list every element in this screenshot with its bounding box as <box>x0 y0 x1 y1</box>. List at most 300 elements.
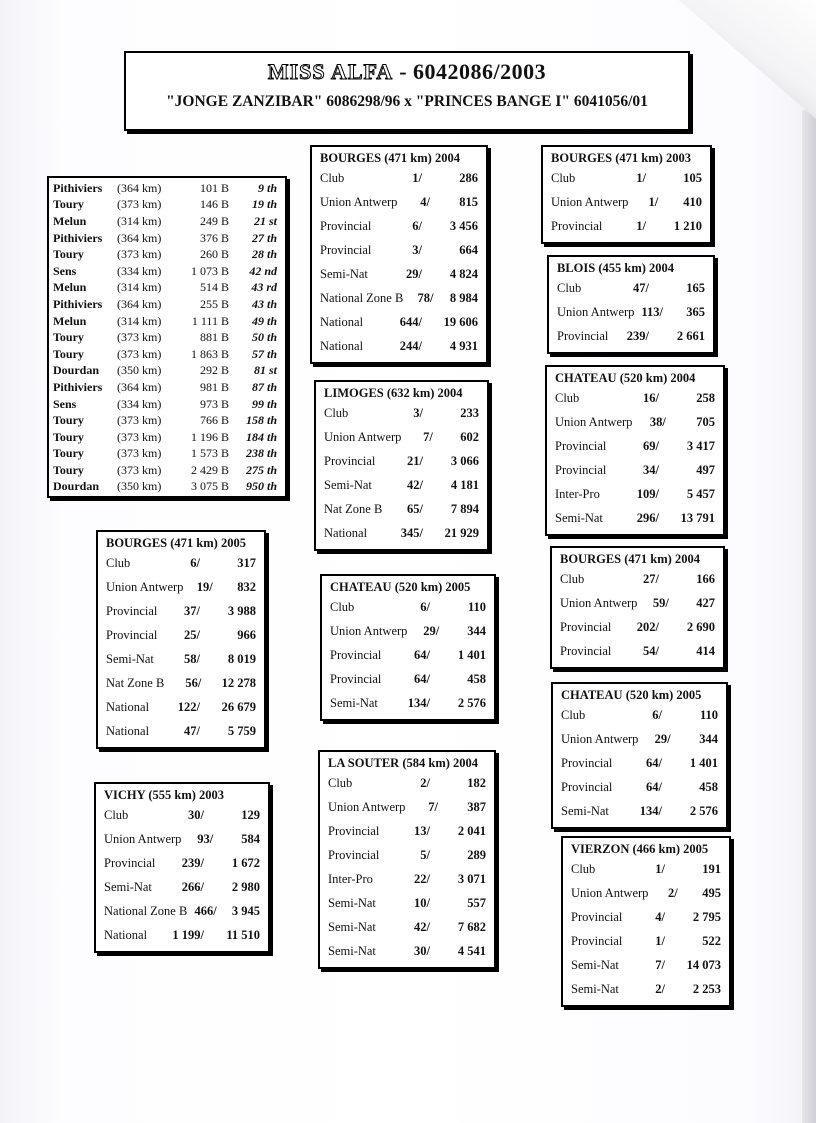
race-pos: 34/ <box>643 462 659 477</box>
race-label: Provincial <box>551 218 603 233</box>
race-row <box>557 300 705 324</box>
race-total: 705 <box>696 414 715 429</box>
race-label: Provincial <box>106 627 158 642</box>
race-total: 497 <box>696 462 715 477</box>
race-row <box>106 623 256 647</box>
race-row <box>324 473 479 497</box>
race-pos: 1/ <box>655 861 665 876</box>
race-label: National <box>320 314 364 329</box>
result-row <box>53 280 281 297</box>
race-total: 966 <box>237 627 256 642</box>
race-pos: 202/ <box>636 619 659 634</box>
race-label: Union Antwerp <box>560 595 638 610</box>
race-row <box>328 771 486 795</box>
race-pos: 266/ <box>181 879 204 894</box>
race-label: Provincial <box>328 823 380 838</box>
race-total: 602 <box>460 429 479 444</box>
race-label: Club <box>104 807 129 822</box>
result-distance: (314 km) <box>117 280 162 295</box>
race-label: Provincial <box>560 643 612 658</box>
race-pos: 42/ <box>407 477 423 492</box>
result-city: Toury <box>53 330 84 345</box>
result-row <box>53 296 281 313</box>
race-label: Semi-Nat <box>324 477 372 492</box>
race-label: National Zone B <box>104 903 188 918</box>
race-row <box>571 953 721 977</box>
race-row <box>560 615 715 639</box>
race-label: Club <box>555 390 580 405</box>
race-total: 365 <box>686 304 705 319</box>
result-birds: 292 B <box>199 363 229 378</box>
result-distance: (373 km) <box>117 197 162 212</box>
result-row <box>53 462 281 479</box>
result-birds: 881 B <box>199 330 229 345</box>
race-pos: 65/ <box>407 501 423 516</box>
race-row <box>555 434 715 458</box>
race-title: CHATEAU (520 km) 2005 <box>330 580 471 594</box>
race-total: 110 <box>699 707 718 722</box>
race-box <box>94 782 270 953</box>
race-total: 129 <box>241 807 260 822</box>
race-label: Club <box>320 170 345 185</box>
race-total: 584 <box>241 831 260 846</box>
race-label: Union Antwerp <box>561 731 639 746</box>
race-row <box>330 643 486 667</box>
race-row <box>555 410 715 434</box>
race-row <box>551 166 702 190</box>
race-pos: 6/ <box>652 707 662 722</box>
race-row <box>328 795 486 819</box>
race-row <box>551 214 702 238</box>
race-total: 664 <box>459 242 478 257</box>
race-pos: 37/ <box>184 603 200 618</box>
result-row <box>53 363 281 380</box>
race-label: Union Antwerp <box>557 304 635 319</box>
result-place: 19 th <box>251 197 277 212</box>
race-label: Provincial <box>560 619 612 634</box>
race-pos: 42/ <box>414 919 430 934</box>
race-row <box>555 482 715 506</box>
race-pos: 6/ <box>190 555 200 570</box>
race-label: Club <box>560 571 585 586</box>
result-birds: 3 075 B <box>190 479 229 494</box>
race-total: 832 <box>237 579 256 594</box>
race-total: 166 <box>696 571 715 586</box>
race-total: 105 <box>683 170 702 185</box>
race-total: 2 041 <box>457 823 486 838</box>
race-row <box>571 905 721 929</box>
result-row <box>53 479 281 496</box>
race-total: 557 <box>467 895 486 910</box>
result-birds: 1 863 B <box>190 346 229 361</box>
result-place: 158 th <box>245 413 277 428</box>
race-total: 4 824 <box>449 266 478 281</box>
race-row <box>328 843 486 867</box>
race-row <box>330 691 486 715</box>
race-pos: 7/ <box>655 957 665 972</box>
race-total: 3 988 <box>227 603 256 618</box>
race-total: 258 <box>696 390 715 405</box>
race-total: 8 019 <box>227 651 256 666</box>
race-total: 522 <box>702 933 721 948</box>
race-label: Provincial <box>328 847 380 862</box>
race-row <box>555 386 715 410</box>
result-birds: 1 111 B <box>191 313 229 328</box>
race-box <box>318 750 496 969</box>
race-row <box>328 939 486 963</box>
result-distance: (334 km) <box>117 263 162 278</box>
race-total: 2 253 <box>692 981 721 996</box>
race-pos: 64/ <box>646 779 662 794</box>
race-label: Club <box>328 775 353 790</box>
race-row <box>555 506 715 530</box>
result-place: 21 st <box>253 213 277 228</box>
race-label: Provincial <box>320 242 372 257</box>
race-label: Semi-Nat <box>555 510 603 525</box>
race-label: Union Antwerp <box>551 194 629 209</box>
page-edge <box>802 110 816 1123</box>
pigeon-header <box>124 51 690 131</box>
race-title: CHATEAU (520 km) 2005 <box>561 688 702 702</box>
race-label: Club <box>571 861 596 876</box>
race-label: Semi-Nat <box>571 957 619 972</box>
race-total: 4 181 <box>450 477 479 492</box>
race-total: 458 <box>467 671 486 686</box>
result-row <box>53 379 281 396</box>
race-label: National Zone B <box>320 290 404 305</box>
race-pos: 3/ <box>412 242 422 257</box>
race-label: Provincial <box>571 933 623 948</box>
race-pos: 134/ <box>639 803 662 818</box>
race-total: 3 417 <box>686 438 715 453</box>
race-total: 110 <box>467 599 486 614</box>
race-label: Semi-Nat <box>328 919 376 934</box>
race-label: Provincial <box>324 453 376 468</box>
result-place: 87 th <box>251 379 277 394</box>
race-row <box>555 458 715 482</box>
result-place: 9 th <box>257 180 277 195</box>
race-total: 14 073 <box>686 957 721 972</box>
race-label: Semi-Nat <box>571 981 619 996</box>
race-total: 495 <box>702 885 721 900</box>
race-box <box>547 255 715 354</box>
result-birds: 2 429 B <box>190 462 229 477</box>
race-pos: 2/ <box>655 981 665 996</box>
race-pos: 47/ <box>633 280 649 295</box>
race-label: National <box>104 927 148 942</box>
race-pos: 30/ <box>414 943 430 958</box>
result-birds: 981 B <box>199 379 229 394</box>
race-total: 815 <box>459 194 478 209</box>
race-row <box>106 719 256 743</box>
result-distance: (373 km) <box>117 413 162 428</box>
race-row <box>324 401 479 425</box>
race-pos: 29/ <box>654 731 671 746</box>
race-label: Provincial <box>571 909 623 924</box>
result-city: Toury <box>53 413 84 428</box>
race-row <box>571 929 721 953</box>
result-distance: (314 km) <box>117 213 162 228</box>
race-pos: 1 199/ <box>172 927 204 942</box>
race-pos: 38/ <box>649 414 666 429</box>
result-row <box>53 329 281 346</box>
result-city: Toury <box>53 247 84 262</box>
race-label: Provincial <box>104 855 156 870</box>
race-box <box>551 682 728 829</box>
race-row <box>324 425 479 449</box>
race-title: BOURGES (471 km) 2005 <box>106 536 246 550</box>
race-total: 427 <box>696 595 715 610</box>
race-label: Semi-Nat <box>561 803 609 818</box>
result-row <box>53 197 281 214</box>
race-pos: 4/ <box>420 194 430 209</box>
race-row <box>320 238 478 262</box>
result-birds: 376 B <box>199 230 229 245</box>
race-label: Semi-Nat <box>330 695 378 710</box>
race-label: Semi-Nat <box>328 895 376 910</box>
race-row <box>106 599 256 623</box>
race-label: Provincial <box>561 779 613 794</box>
race-title: VICHY (555 km) 2003 <box>104 788 225 802</box>
result-place: 81 st <box>253 363 277 378</box>
result-row <box>53 446 281 463</box>
race-row <box>320 310 478 334</box>
result-place: 99 th <box>251 396 277 411</box>
race-pos: 59/ <box>652 595 669 610</box>
race-row <box>104 851 260 875</box>
race-pos: 2/ <box>420 775 430 790</box>
result-row <box>53 313 281 330</box>
race-pos: 122/ <box>177 699 200 714</box>
race-row <box>561 775 718 799</box>
race-pos: 93/ <box>197 831 214 846</box>
result-place: 49 th <box>251 313 277 328</box>
race-pos: 345/ <box>400 525 423 540</box>
race-pos: 56/ <box>185 675 202 690</box>
result-distance: (373 km) <box>117 330 162 345</box>
result-city: Sens <box>53 396 77 411</box>
race-total: 2 576 <box>457 695 486 710</box>
result-birds: 766 B <box>199 413 229 428</box>
race-total: 1 672 <box>231 855 260 870</box>
result-distance: (373 km) <box>117 247 162 262</box>
race-total: 13 791 <box>680 510 715 525</box>
race-row <box>328 915 486 939</box>
result-city: Pithiviers <box>53 180 103 195</box>
race-box <box>550 546 725 669</box>
result-birds: 973 B <box>199 396 229 411</box>
race-label: Provincial <box>330 647 382 662</box>
race-total: 165 <box>686 280 705 295</box>
race-total: 3 066 <box>450 453 479 468</box>
result-distance: (364 km) <box>117 180 162 195</box>
race-label: Union Antwerp <box>104 831 182 846</box>
race-pos: 29/ <box>406 266 422 281</box>
race-pos: 54/ <box>643 643 659 658</box>
race-pos: 7/ <box>423 429 433 444</box>
race-row <box>104 899 260 923</box>
race-row <box>324 497 479 521</box>
race-row <box>106 695 256 719</box>
race-pos: 22/ <box>414 871 430 886</box>
result-place: 42 nd <box>249 263 277 278</box>
result-birds: 101 B <box>199 180 229 195</box>
result-distance: (364 km) <box>117 379 162 394</box>
race-row <box>324 449 479 473</box>
race-row <box>560 639 715 663</box>
result-distance: (364 km) <box>117 296 162 311</box>
pedigree-line: "JONGE ZANZIBAR" 6086298/96 x "PRINCES BANGE I" 6041056/01 <box>166 93 648 110</box>
race-pos: 4/ <box>655 909 665 924</box>
race-label: Club <box>324 405 349 420</box>
result-place: 28 th <box>251 247 277 262</box>
race-pos: 1/ <box>636 170 646 185</box>
race-label: National <box>324 525 368 540</box>
race-row <box>557 324 705 348</box>
race-pos: 134/ <box>407 695 430 710</box>
race-pos: 7/ <box>428 799 438 814</box>
race-row <box>104 875 260 899</box>
result-birds: 255 B <box>199 296 229 311</box>
race-label: Union Antwerp <box>555 414 633 429</box>
result-city: Toury <box>53 346 84 361</box>
result-city: Toury <box>53 446 84 461</box>
result-row <box>53 180 281 197</box>
race-pos: 69/ <box>643 438 659 453</box>
result-place: 27 th <box>251 230 277 245</box>
race-box <box>320 574 496 721</box>
race-pos: 6/ <box>420 599 430 614</box>
race-row <box>320 166 478 190</box>
race-label: Provincial <box>561 755 613 770</box>
race-total: 4 931 <box>449 338 478 353</box>
result-city: Pithiviers <box>53 296 103 311</box>
result-distance: (350 km) <box>117 363 162 378</box>
race-pos: 3/ <box>413 405 423 420</box>
race-box <box>541 145 712 244</box>
race-row <box>324 521 479 545</box>
race-row <box>320 262 478 286</box>
race-row <box>104 803 260 827</box>
race-row <box>571 977 721 1001</box>
race-row <box>571 857 721 881</box>
race-total: 8 984 <box>449 290 478 305</box>
race-total: 1 210 <box>673 218 702 233</box>
race-row <box>560 591 715 615</box>
result-distance: (334 km) <box>117 396 162 411</box>
race-total: 2 576 <box>689 803 718 818</box>
race-title: LA SOUTER (584 km) 2004 <box>328 756 479 770</box>
result-distance: (373 km) <box>117 462 162 477</box>
race-label: Semi-Nat <box>328 943 376 958</box>
race-label: National <box>106 699 150 714</box>
result-city: Toury <box>53 462 84 477</box>
race-pos: 10/ <box>414 895 430 910</box>
race-total: 191 <box>702 861 721 876</box>
results-list <box>47 176 287 498</box>
result-place: 184 th <box>245 429 277 444</box>
race-total: 4 541 <box>457 943 486 958</box>
result-city: Pithiviers <box>53 379 103 394</box>
race-label: Club <box>561 707 586 722</box>
pigeon-name: MISS ALFA <box>267 59 394 84</box>
result-birds: 146 B <box>199 197 229 212</box>
race-row <box>104 923 260 947</box>
race-label: Union Antwerp <box>328 799 406 814</box>
result-birds: 1 073 B <box>190 263 229 278</box>
race-pos: 64/ <box>414 671 430 686</box>
race-row <box>328 867 486 891</box>
race-row <box>330 595 486 619</box>
race-total: 26 679 <box>221 699 256 714</box>
race-row <box>551 190 702 214</box>
result-place: 275 th <box>245 462 277 477</box>
race-label: Provincial <box>555 462 607 477</box>
race-row <box>106 551 256 575</box>
result-city: Melun <box>53 280 87 295</box>
race-total: 2 690 <box>686 619 715 634</box>
race-label: Provincial <box>330 671 382 686</box>
race-label: Provincial <box>106 603 158 618</box>
race-pos: 6/ <box>412 218 422 233</box>
result-distance: (373 km) <box>117 429 162 444</box>
result-row <box>53 246 281 263</box>
race-label: Club <box>330 599 355 614</box>
pigeon-title <box>126 59 688 85</box>
race-label: Provincial <box>320 218 372 233</box>
result-row <box>53 412 281 429</box>
race-label: Semi-Nat <box>320 266 368 281</box>
race-pos: 239/ <box>181 855 204 870</box>
result-row <box>53 230 281 247</box>
result-distance: (364 km) <box>117 230 162 245</box>
race-pos: 25/ <box>184 627 200 642</box>
result-distance: (350 km) <box>117 479 162 494</box>
result-row <box>53 213 281 230</box>
race-pos: 5/ <box>420 847 430 862</box>
race-row <box>561 703 718 727</box>
race-total: 7 894 <box>450 501 479 516</box>
race-pos: 16/ <box>643 390 659 405</box>
race-label: Provincial <box>555 438 607 453</box>
race-title: BOURGES (471 km) 2004 <box>560 552 700 566</box>
result-row <box>53 263 281 280</box>
race-row <box>106 575 256 599</box>
race-row <box>320 334 478 358</box>
race-total: 3 945 <box>231 903 260 918</box>
race-pos: 239/ <box>626 328 649 343</box>
result-place: 238 th <box>245 446 277 461</box>
result-place: 950 th <box>245 479 277 494</box>
race-row <box>561 799 718 823</box>
race-pos: 30/ <box>188 807 204 822</box>
race-row <box>106 671 256 695</box>
race-label: Union Antwerp <box>320 194 398 209</box>
race-pos: 13/ <box>414 823 430 838</box>
race-label: Club <box>557 280 582 295</box>
result-city: Melun <box>53 313 87 328</box>
result-place: 57 th <box>251 346 277 361</box>
race-total: 2 980 <box>231 879 260 894</box>
race-label: Club <box>106 555 131 570</box>
race-total: 11 510 <box>226 927 260 942</box>
race-label: National <box>320 338 364 353</box>
race-label: Union Antwerp <box>324 429 402 444</box>
race-title: BOURGES (471 km) 2003 <box>551 151 691 165</box>
race-row <box>561 727 718 751</box>
race-total: 344 <box>467 623 486 638</box>
race-total: 2 661 <box>676 328 705 343</box>
